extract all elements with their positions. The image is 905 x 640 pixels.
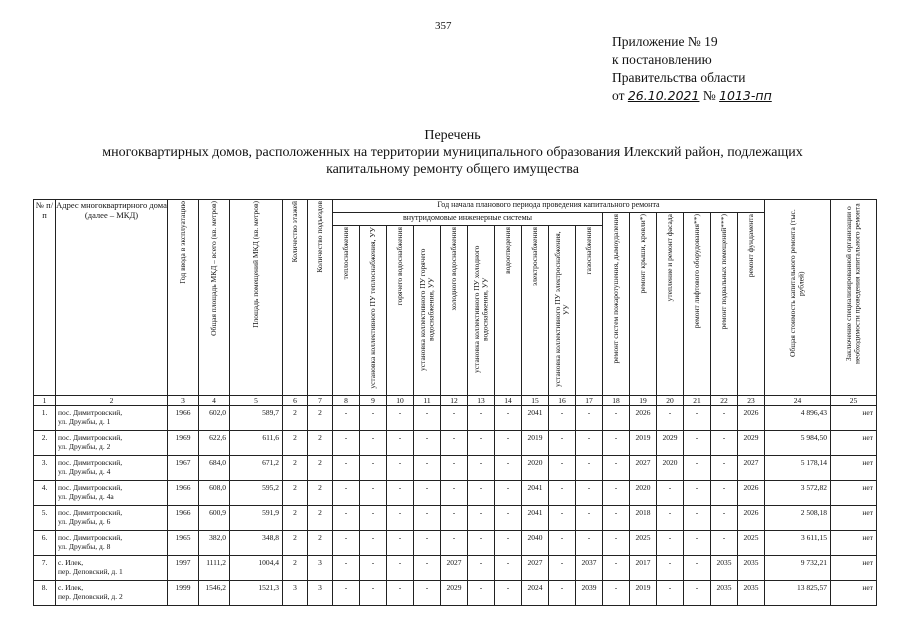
cell-c21: - bbox=[684, 481, 711, 506]
cell-c15: 2041 bbox=[522, 481, 549, 506]
cell-c21: - bbox=[684, 431, 711, 456]
cell-c10: - bbox=[387, 531, 414, 556]
header-address: Адрес многоквартирного дома (далее – МКД) bbox=[56, 200, 168, 396]
appendix-line-4 bbox=[612, 87, 772, 105]
cell-c19: 2020 bbox=[630, 481, 657, 506]
cell-prem: 348,8 bbox=[230, 531, 283, 556]
cell-ent: 2 bbox=[308, 406, 333, 431]
cell-ent: 2 bbox=[308, 531, 333, 556]
cell-c22: - bbox=[711, 481, 738, 506]
column-number: 11 bbox=[414, 396, 441, 406]
cell-ent: 2 bbox=[308, 456, 333, 481]
cell-c9: - bbox=[360, 581, 387, 606]
header-premises-area: Площадь помещений МКД (кв. метров) bbox=[230, 200, 283, 396]
cell-c9: - bbox=[360, 481, 387, 506]
row-total-cost: 5 178,14 bbox=[765, 456, 831, 481]
address-line-2: ул. Дружбы, д. 4 bbox=[58, 467, 111, 476]
cell-c14: - bbox=[495, 481, 522, 506]
column-number: 22 bbox=[711, 396, 738, 406]
cell-c22: 2035 bbox=[711, 581, 738, 606]
header-hot-water-meter: установка коллективного ПУ горячего водоснабжения, УУ bbox=[414, 226, 441, 396]
header-heating: теплоснабжения bbox=[333, 226, 360, 396]
column-number: 25 bbox=[831, 396, 877, 406]
row-number: 2. bbox=[34, 431, 56, 456]
cell-c16: - bbox=[549, 556, 576, 581]
cell-c22: - bbox=[711, 531, 738, 556]
cell-c17: - bbox=[576, 406, 603, 431]
address-line-1: с. Илек, bbox=[58, 558, 84, 567]
cell-c12: 2029 bbox=[441, 581, 468, 606]
cell-total: 1111,2 bbox=[199, 556, 230, 581]
cell-year: 1966 bbox=[168, 481, 199, 506]
cell-c18: - bbox=[603, 581, 630, 606]
table-row bbox=[34, 556, 877, 581]
cell-c14: - bbox=[495, 456, 522, 481]
cell-c8: - bbox=[333, 581, 360, 606]
cell-c13: - bbox=[468, 406, 495, 431]
cell-fl: 2 bbox=[283, 556, 308, 581]
row-conclusion: нет bbox=[831, 431, 877, 456]
cell-c10: - bbox=[387, 431, 414, 456]
table-row bbox=[34, 581, 877, 606]
column-number: 3 bbox=[168, 396, 199, 406]
cell-c16: - bbox=[549, 506, 576, 531]
header-cold-water: холодного водоснабжения bbox=[441, 226, 468, 396]
header-cold-water-meter: установка коллективного ПУ холодного водоснабжения, УУ bbox=[468, 226, 495, 396]
cell-c19: 2019 bbox=[630, 431, 657, 456]
cell-year: 1997 bbox=[168, 556, 199, 581]
column-number: 24 bbox=[765, 396, 831, 406]
row-total-cost: 2 508,18 bbox=[765, 506, 831, 531]
row-conclusion: нет bbox=[831, 506, 877, 531]
cell-c15: 2020 bbox=[522, 456, 549, 481]
cell-total: 1546,2 bbox=[199, 581, 230, 606]
cell-c23: 2026 bbox=[738, 481, 765, 506]
cell-c22: - bbox=[711, 456, 738, 481]
header-foundation: ремонт фундамента bbox=[738, 213, 765, 396]
row-address bbox=[56, 431, 168, 456]
column-number: 2 bbox=[56, 396, 168, 406]
cell-c10: - bbox=[387, 481, 414, 506]
cell-prem: 611,6 bbox=[230, 431, 283, 456]
cell-c10: - bbox=[387, 506, 414, 531]
cell-c23: 2026 bbox=[738, 406, 765, 431]
cell-c23: 2035 bbox=[738, 556, 765, 581]
cell-c17: 2039 bbox=[576, 581, 603, 606]
cell-c20: - bbox=[657, 581, 684, 606]
cell-c12: - bbox=[441, 456, 468, 481]
cell-fl: 2 bbox=[283, 431, 308, 456]
appendix-line-2: к постановлению bbox=[612, 52, 712, 67]
table-row bbox=[34, 456, 877, 481]
cell-c14: - bbox=[495, 556, 522, 581]
column-number: 10 bbox=[387, 396, 414, 406]
address-line-2: ул. Дружбы, д. 6 bbox=[58, 517, 111, 526]
cell-c16: - bbox=[549, 431, 576, 456]
cell-c15: 2040 bbox=[522, 531, 549, 556]
header-entrances: Количество подъездов bbox=[308, 200, 333, 396]
row-address bbox=[56, 581, 168, 606]
row-conclusion: нет bbox=[831, 456, 877, 481]
cell-year: 1966 bbox=[168, 506, 199, 531]
appendix-block bbox=[612, 33, 772, 105]
cell-year: 1967 bbox=[168, 456, 199, 481]
row-address bbox=[56, 481, 168, 506]
address-line-1: пос. Димитровский, bbox=[58, 508, 123, 517]
cell-ent: 2 bbox=[308, 481, 333, 506]
appendix-number: 1013-пп bbox=[719, 88, 772, 103]
cell-total: 608,0 bbox=[199, 481, 230, 506]
header-num: № п/п bbox=[34, 200, 56, 396]
cell-c21: - bbox=[684, 556, 711, 581]
cell-c8: - bbox=[333, 506, 360, 531]
cell-c20: - bbox=[657, 531, 684, 556]
appendix-from-label: от bbox=[612, 88, 625, 103]
address-line-1: пос. Димитровский, bbox=[58, 533, 123, 542]
column-number: 6 bbox=[283, 396, 308, 406]
cell-c10: - bbox=[387, 556, 414, 581]
cell-c16: - bbox=[549, 456, 576, 481]
header-heating-meter: установка коллективного ПУ теплоснабжения, УУ bbox=[360, 226, 387, 396]
column-number: 9 bbox=[360, 396, 387, 406]
cell-total: 684,0 bbox=[199, 456, 230, 481]
cell-c9: - bbox=[360, 406, 387, 431]
header-electricity: электроснабжения bbox=[522, 226, 549, 396]
header-drainage: водоотведения bbox=[495, 226, 522, 396]
address-line-2: пер. Деповский, д. 2 bbox=[58, 592, 123, 601]
header-gas: газоснабжения bbox=[576, 226, 603, 396]
cell-c11: - bbox=[414, 406, 441, 431]
cell-total: 602,0 bbox=[199, 406, 230, 431]
cell-c19: 2026 bbox=[630, 406, 657, 431]
row-conclusion: нет bbox=[831, 531, 877, 556]
cell-c18: - bbox=[603, 556, 630, 581]
column-numbers-row bbox=[34, 396, 877, 406]
cell-c16: - bbox=[549, 581, 576, 606]
address-line-2: ул. Дружбы, д. 8 bbox=[58, 542, 111, 551]
cell-c11: - bbox=[414, 431, 441, 456]
header-hot-water: горячего водоснабжения bbox=[387, 226, 414, 396]
column-number: 7 bbox=[308, 396, 333, 406]
cell-c19: 2017 bbox=[630, 556, 657, 581]
table-row bbox=[34, 481, 877, 506]
address-line-2: ул. Дружбы, д. 2 bbox=[58, 442, 111, 451]
row-number: 5. bbox=[34, 506, 56, 531]
cell-c17: - bbox=[576, 431, 603, 456]
cell-c12: - bbox=[441, 506, 468, 531]
cell-fl: 3 bbox=[283, 581, 308, 606]
cell-c14: - bbox=[495, 431, 522, 456]
row-conclusion: нет bbox=[831, 556, 877, 581]
cell-c11: - bbox=[414, 531, 441, 556]
table-row bbox=[34, 431, 877, 456]
cell-c10: - bbox=[387, 456, 414, 481]
cell-c18: - bbox=[603, 431, 630, 456]
cell-total: 600,9 bbox=[199, 506, 230, 531]
cell-c23: 2029 bbox=[738, 431, 765, 456]
cell-c8: - bbox=[333, 406, 360, 431]
cell-year: 1969 bbox=[168, 431, 199, 456]
row-total-cost: 4 896,43 bbox=[765, 406, 831, 431]
document-title bbox=[40, 127, 865, 178]
cell-fl: 2 bbox=[283, 456, 308, 481]
column-number: 13 bbox=[468, 396, 495, 406]
cell-year: 1966 bbox=[168, 406, 199, 431]
column-number: 19 bbox=[630, 396, 657, 406]
cell-c23: 2035 bbox=[738, 581, 765, 606]
cell-c8: - bbox=[333, 481, 360, 506]
cell-c18: - bbox=[603, 506, 630, 531]
row-number: 7. bbox=[34, 556, 56, 581]
cell-c20: - bbox=[657, 506, 684, 531]
cell-c9: - bbox=[360, 531, 387, 556]
cell-c18: - bbox=[603, 481, 630, 506]
cell-c13: - bbox=[468, 481, 495, 506]
cell-c13: - bbox=[468, 531, 495, 556]
cell-c17: 2037 bbox=[576, 556, 603, 581]
cell-c22: - bbox=[711, 406, 738, 431]
cell-c19: 2019 bbox=[630, 581, 657, 606]
cell-c22: - bbox=[711, 431, 738, 456]
table-row bbox=[34, 506, 877, 531]
row-number: 3. bbox=[34, 456, 56, 481]
cell-c8: - bbox=[333, 531, 360, 556]
cell-c9: - bbox=[360, 556, 387, 581]
cell-c9: - bbox=[360, 456, 387, 481]
cell-c12: 2027 bbox=[441, 556, 468, 581]
cell-c8: - bbox=[333, 556, 360, 581]
cell-prem: 589,7 bbox=[230, 406, 283, 431]
cell-c17: - bbox=[576, 506, 603, 531]
cell-c21: - bbox=[684, 456, 711, 481]
column-number: 4 bbox=[199, 396, 230, 406]
header-systems-group: внутридомовые инженерные системы bbox=[333, 213, 603, 226]
header-total-cost: Общая стоимость капитального ремонта (тыс. рублей) bbox=[765, 200, 831, 396]
cell-c12: - bbox=[441, 531, 468, 556]
row-number: 8. bbox=[34, 581, 56, 606]
cell-c12: - bbox=[441, 431, 468, 456]
cell-c13: - bbox=[468, 431, 495, 456]
row-total-cost: 3 572,82 bbox=[765, 481, 831, 506]
cell-total: 622,6 bbox=[199, 431, 230, 456]
header-floors: Количество этажей bbox=[283, 200, 308, 396]
header-basement: ремонт подвальных помещений***) bbox=[711, 213, 738, 396]
appendix-no-label: № bbox=[702, 88, 716, 103]
address-line-1: с. Илек, bbox=[58, 583, 84, 592]
cell-c13: - bbox=[468, 556, 495, 581]
row-address bbox=[56, 406, 168, 431]
cell-c21: - bbox=[684, 506, 711, 531]
address-line-2: пер. Деповский, д. 1 bbox=[58, 567, 123, 576]
cell-c22: 2035 bbox=[711, 556, 738, 581]
header-electricity-meter: установка коллективного ПУ электроснабжения, УУ bbox=[549, 226, 576, 396]
cell-year: 1999 bbox=[168, 581, 199, 606]
cell-c20: - bbox=[657, 556, 684, 581]
row-total-cost: 9 732,21 bbox=[765, 556, 831, 581]
row-number: 1. bbox=[34, 406, 56, 431]
title-line-3: капитальному ремонту общего имущества bbox=[326, 162, 579, 177]
cell-total: 382,0 bbox=[199, 531, 230, 556]
row-number: 6. bbox=[34, 531, 56, 556]
cell-c21: - bbox=[684, 531, 711, 556]
cell-c16: - bbox=[549, 481, 576, 506]
address-line-1: пос. Димитровский, bbox=[58, 408, 123, 417]
cell-c17: - bbox=[576, 481, 603, 506]
cell-ent: 3 bbox=[308, 556, 333, 581]
cell-c19: 2018 bbox=[630, 506, 657, 531]
header-period-group: Год начала планового периода проведения капитального ремонта bbox=[333, 200, 765, 213]
appendix-date: 26.10.2021 bbox=[627, 88, 700, 103]
cell-c11: - bbox=[414, 456, 441, 481]
cell-c21: - bbox=[684, 406, 711, 431]
column-number: 18 bbox=[603, 396, 630, 406]
header-total-area: Общая площадь МКД – всего (кв. метров) bbox=[199, 200, 230, 396]
cell-c23: 2026 bbox=[738, 506, 765, 531]
column-number: 15 bbox=[522, 396, 549, 406]
row-number: 4. bbox=[34, 481, 56, 506]
cell-c14: - bbox=[495, 581, 522, 606]
cell-c12: - bbox=[441, 481, 468, 506]
header-year-built: Год ввода в эксплуатацию bbox=[168, 200, 199, 396]
cell-c15: 2019 bbox=[522, 431, 549, 456]
cell-c17: - bbox=[576, 456, 603, 481]
appendix-line-3: Правительства области bbox=[612, 70, 746, 85]
title-line-2: многоквартирных домов, расположенных на территории муниципального образования Илекский район, подлежащих bbox=[102, 145, 803, 160]
cell-c21: - bbox=[684, 581, 711, 606]
cell-c11: - bbox=[414, 556, 441, 581]
address-line-2: ул. Дружбы, д. 1 bbox=[58, 417, 111, 426]
cell-c13: - bbox=[468, 581, 495, 606]
header-conclusion: Заключение специализированной организации о необходимости проведения капитального ремонта bbox=[831, 200, 877, 396]
address-line-1: пос. Димитровский, bbox=[58, 433, 123, 442]
cell-ent: 2 bbox=[308, 431, 333, 456]
cell-fl: 2 bbox=[283, 481, 308, 506]
cell-c13: - bbox=[468, 456, 495, 481]
row-conclusion: нет bbox=[831, 481, 877, 506]
cell-c22: - bbox=[711, 506, 738, 531]
cell-ent: 2 bbox=[308, 506, 333, 531]
cell-c8: - bbox=[333, 431, 360, 456]
cell-ent: 3 bbox=[308, 581, 333, 606]
cell-c16: - bbox=[549, 406, 576, 431]
cell-c14: - bbox=[495, 406, 522, 431]
row-address bbox=[56, 456, 168, 481]
column-number: 14 bbox=[495, 396, 522, 406]
cell-c9: - bbox=[360, 506, 387, 531]
row-address bbox=[56, 506, 168, 531]
cell-c20: 2029 bbox=[657, 431, 684, 456]
cell-c9: - bbox=[360, 431, 387, 456]
column-number: 20 bbox=[657, 396, 684, 406]
cell-c14: - bbox=[495, 531, 522, 556]
address-line-2: ул. Дружбы, д. 4а bbox=[58, 492, 114, 501]
cell-c23: 2027 bbox=[738, 456, 765, 481]
address-line-1: пос. Димитровский, bbox=[58, 458, 123, 467]
row-total-cost: 5 984,50 bbox=[765, 431, 831, 456]
column-number: 23 bbox=[738, 396, 765, 406]
cell-fl: 2 bbox=[283, 531, 308, 556]
appendix-line-1: Приложение № 19 bbox=[612, 34, 718, 49]
cell-prem: 671,2 bbox=[230, 456, 283, 481]
header-elevator: ремонт лифтового оборудования**) bbox=[684, 213, 711, 396]
cell-c20: - bbox=[657, 406, 684, 431]
cell-prem: 591,9 bbox=[230, 506, 283, 531]
cell-c17: - bbox=[576, 531, 603, 556]
cell-c18: - bbox=[603, 456, 630, 481]
cell-c18: - bbox=[603, 531, 630, 556]
cell-c13: - bbox=[468, 506, 495, 531]
cell-c19: 2027 bbox=[630, 456, 657, 481]
buildings-table bbox=[33, 199, 877, 606]
cell-c12: - bbox=[441, 406, 468, 431]
cell-c10: - bbox=[387, 406, 414, 431]
cell-c15: 2041 bbox=[522, 406, 549, 431]
table-row bbox=[34, 531, 877, 556]
row-total-cost: 13 825,57 bbox=[765, 581, 831, 606]
cell-c15: 2041 bbox=[522, 506, 549, 531]
cell-c11: - bbox=[414, 481, 441, 506]
row-address bbox=[56, 556, 168, 581]
cell-c20: 2020 bbox=[657, 456, 684, 481]
row-address bbox=[56, 531, 168, 556]
cell-prem: 1521,3 bbox=[230, 581, 283, 606]
address-line-1: пос. Димитровский, bbox=[58, 483, 123, 492]
cell-fl: 2 bbox=[283, 506, 308, 531]
cell-prem: 1004,4 bbox=[230, 556, 283, 581]
column-number: 21 bbox=[684, 396, 711, 406]
cell-c18: - bbox=[603, 406, 630, 431]
cell-c10: - bbox=[387, 581, 414, 606]
cell-c11: - bbox=[414, 581, 441, 606]
column-number: 5 bbox=[230, 396, 283, 406]
table-row bbox=[34, 406, 877, 431]
cell-c16: - bbox=[549, 531, 576, 556]
page-number: 357 bbox=[435, 20, 452, 32]
row-conclusion: нет bbox=[831, 581, 877, 606]
cell-c15: 2024 bbox=[522, 581, 549, 606]
cell-year: 1965 bbox=[168, 531, 199, 556]
header-roof: ремонт крыши, кровли*) bbox=[630, 213, 657, 396]
column-number: 1 bbox=[34, 396, 56, 406]
column-number: 12 bbox=[441, 396, 468, 406]
cell-c14: - bbox=[495, 506, 522, 531]
column-number: 16 bbox=[549, 396, 576, 406]
header-facade: утепление и ремонт фасада bbox=[657, 213, 684, 396]
cell-fl: 2 bbox=[283, 406, 308, 431]
row-total-cost: 3 611,15 bbox=[765, 531, 831, 556]
cell-c11: - bbox=[414, 506, 441, 531]
row-conclusion: нет bbox=[831, 406, 877, 431]
cell-c23: 2025 bbox=[738, 531, 765, 556]
header-fire-systems: ремонт систем пожаротушения, дымоудаления bbox=[603, 213, 630, 396]
title-line-1: Перечень bbox=[424, 128, 481, 143]
cell-c8: - bbox=[333, 456, 360, 481]
column-number: 17 bbox=[576, 396, 603, 406]
cell-c15: 2027 bbox=[522, 556, 549, 581]
cell-c19: 2025 bbox=[630, 531, 657, 556]
cell-prem: 595,2 bbox=[230, 481, 283, 506]
column-number: 8 bbox=[333, 396, 360, 406]
cell-c20: - bbox=[657, 481, 684, 506]
